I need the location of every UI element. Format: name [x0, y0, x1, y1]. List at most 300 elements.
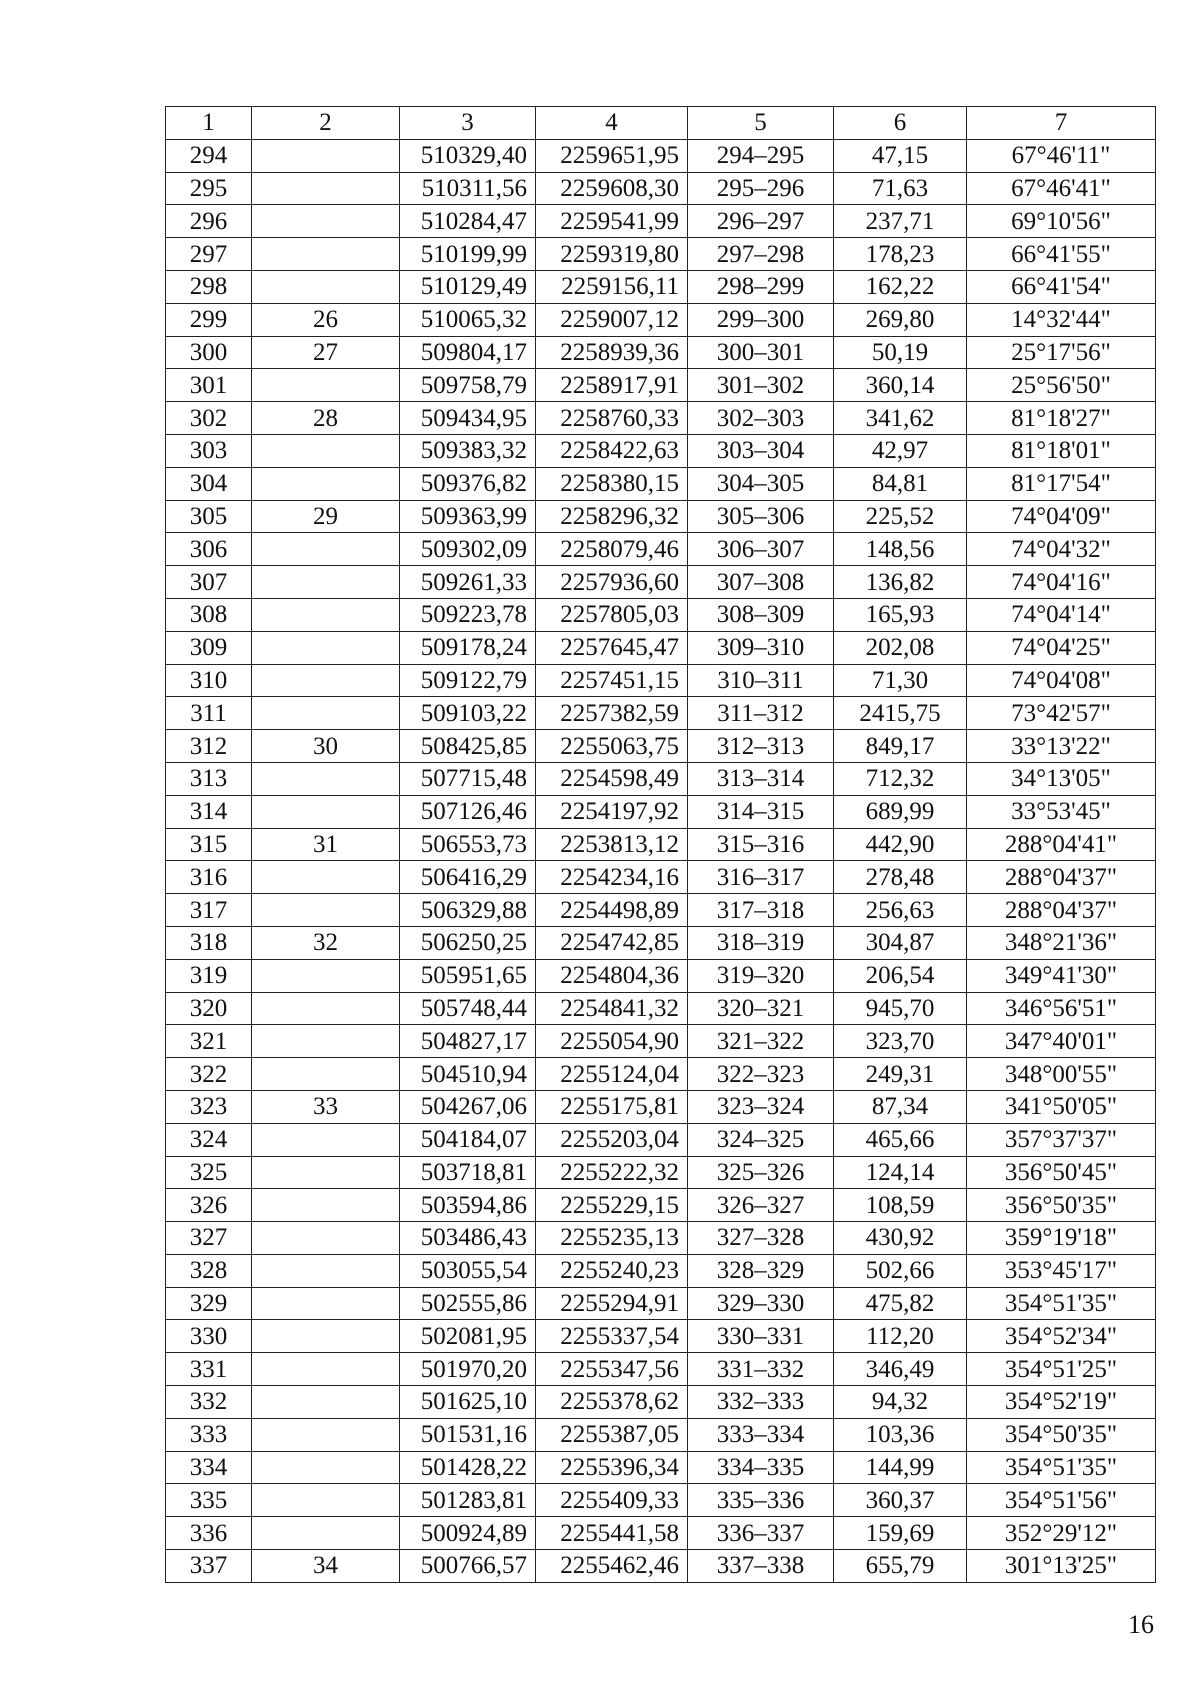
marker-number-cell: [252, 1254, 400, 1287]
coordinate-y-cell: 2258422,63: [536, 434, 688, 467]
coordinate-x-cell: 504510,94: [400, 1058, 536, 1091]
coordinate-x-cell: 507126,46: [400, 795, 536, 828]
table-row: [166, 664, 1156, 697]
coordinate-y-cell: 2259608,30: [536, 172, 688, 205]
point-number-cell: 330: [166, 1320, 252, 1353]
table-row: [166, 303, 1156, 336]
table-row: [166, 631, 1156, 664]
coordinate-x-cell: 508425,85: [400, 730, 536, 763]
table-row: [166, 992, 1156, 1025]
coordinate-x-cell: 510199,99: [400, 238, 536, 271]
coordinate-x-cell: 510129,49: [400, 270, 536, 303]
bearing-cell: 354°51'35": [967, 1287, 1156, 1320]
marker-number-cell: [252, 1222, 400, 1255]
coordinate-y-cell: 2254804,36: [536, 959, 688, 992]
segment-cell: 335–336: [688, 1484, 834, 1517]
point-number-cell: 310: [166, 664, 252, 697]
segment-cell: 298–299: [688, 270, 834, 303]
table-row: [166, 1025, 1156, 1058]
bearing-cell: 74°04'08": [967, 664, 1156, 697]
point-number-cell: 305: [166, 500, 252, 533]
table-row: [166, 926, 1156, 959]
segment-cell: 313–314: [688, 762, 834, 795]
point-number-cell: 329: [166, 1287, 252, 1320]
point-number-cell: 326: [166, 1189, 252, 1222]
coordinate-y-cell: 2254498,89: [536, 894, 688, 927]
table-row: [166, 1418, 1156, 1451]
coordinate-x-cell: 509122,79: [400, 664, 536, 697]
point-number-cell: 334: [166, 1451, 252, 1484]
bearing-cell: 348°00'55": [967, 1058, 1156, 1091]
coordinate-x-cell: 503486,43: [400, 1222, 536, 1255]
coordinate-y-cell: 2255240,23: [536, 1254, 688, 1287]
table-row: [166, 1287, 1156, 1320]
length-cell: 47,15: [834, 139, 967, 172]
point-number-cell: 317: [166, 894, 252, 927]
coordinate-y-cell: 2259319,80: [536, 238, 688, 271]
table-row: [166, 434, 1156, 467]
coordinate-y-cell: 2258380,15: [536, 467, 688, 500]
coordinate-x-cell: 510284,47: [400, 205, 536, 238]
coordinate-x-cell: 502555,86: [400, 1287, 536, 1320]
bearing-cell: 81°18'01": [967, 434, 1156, 467]
length-cell: 71,63: [834, 172, 967, 205]
segment-cell: 294–295: [688, 139, 834, 172]
table-row: [166, 828, 1156, 861]
point-number-cell: 336: [166, 1517, 252, 1550]
table-row: [166, 1254, 1156, 1287]
segment-cell: 304–305: [688, 467, 834, 500]
coordinate-x-cell: 500924,89: [400, 1517, 536, 1550]
coordinate-y-cell: 2255054,90: [536, 1025, 688, 1058]
length-cell: 304,87: [834, 926, 967, 959]
table-row: [166, 894, 1156, 927]
bearing-cell: 354°51'35": [967, 1451, 1156, 1484]
point-number-cell: 301: [166, 369, 252, 402]
segment-cell: 316–317: [688, 861, 834, 894]
point-number-cell: 314: [166, 795, 252, 828]
length-cell: 84,81: [834, 467, 967, 500]
marker-number-cell: [252, 1025, 400, 1058]
bearing-cell: 354°52'34": [967, 1320, 1156, 1353]
table-row: [166, 1484, 1156, 1517]
marker-number-cell: [252, 270, 400, 303]
length-cell: 225,52: [834, 500, 967, 533]
coordinate-y-cell: 2255175,81: [536, 1090, 688, 1123]
point-number-cell: 332: [166, 1386, 252, 1419]
length-cell: 136,82: [834, 566, 967, 599]
length-cell: 148,56: [834, 533, 967, 566]
length-cell: 323,70: [834, 1025, 967, 1058]
marker-number-cell: [252, 861, 400, 894]
marker-number-cell: [252, 795, 400, 828]
length-cell: 94,32: [834, 1386, 967, 1419]
coordinate-x-cell: 509434,95: [400, 402, 536, 435]
bearing-cell: 359°19'18": [967, 1222, 1156, 1255]
marker-number-cell: [252, 1189, 400, 1222]
marker-number-cell: [252, 992, 400, 1025]
segment-cell: 330–331: [688, 1320, 834, 1353]
length-cell: 430,92: [834, 1222, 967, 1255]
segment-cell: 328–329: [688, 1254, 834, 1287]
point-number-cell: 300: [166, 336, 252, 369]
bearing-cell: 66°41'55": [967, 238, 1156, 271]
bearing-cell: 67°46'11": [967, 139, 1156, 172]
length-cell: 465,66: [834, 1123, 967, 1156]
coordinate-x-cell: 501970,20: [400, 1353, 536, 1386]
length-cell: 165,93: [834, 598, 967, 631]
point-number-cell: 324: [166, 1123, 252, 1156]
segment-cell: 312–313: [688, 730, 834, 763]
marker-number-cell: 29: [252, 500, 400, 533]
bearing-cell: 74°04'25": [967, 631, 1156, 664]
marker-number-cell: [252, 172, 400, 205]
length-cell: 346,49: [834, 1353, 967, 1386]
length-cell: 256,63: [834, 894, 967, 927]
segment-cell: 297–298: [688, 238, 834, 271]
table-row: [166, 730, 1156, 763]
table-row: [166, 139, 1156, 172]
point-number-cell: 303: [166, 434, 252, 467]
length-cell: 42,97: [834, 434, 967, 467]
coordinate-x-cell: 505748,44: [400, 992, 536, 1025]
point-number-cell: 325: [166, 1156, 252, 1189]
coordinate-y-cell: 2259156,11: [536, 270, 688, 303]
bearing-cell: 25°17'56": [967, 336, 1156, 369]
marker-number-cell: [252, 238, 400, 271]
coordinate-y-cell: 2255203,04: [536, 1123, 688, 1156]
coordinate-x-cell: 509223,78: [400, 598, 536, 631]
coordinate-y-cell: 2258917,91: [536, 369, 688, 402]
coordinate-y-cell: 2255387,05: [536, 1418, 688, 1451]
point-number-cell: 319: [166, 959, 252, 992]
segment-cell: 296–297: [688, 205, 834, 238]
marker-number-cell: [252, 369, 400, 402]
length-cell: 237,71: [834, 205, 967, 238]
bearing-cell: 354°51'56": [967, 1484, 1156, 1517]
marker-number-cell: [252, 434, 400, 467]
coordinate-y-cell: 2254742,85: [536, 926, 688, 959]
table-row: [166, 697, 1156, 730]
column-header-6: 6: [834, 107, 967, 140]
marker-number-cell: [252, 1123, 400, 1156]
coordinate-x-cell: 506329,88: [400, 894, 536, 927]
coordinate-y-cell: 2257936,60: [536, 566, 688, 599]
bearing-cell: 69°10'56": [967, 205, 1156, 238]
marker-number-cell: 30: [252, 730, 400, 763]
segment-cell: 327–328: [688, 1222, 834, 1255]
marker-number-cell: 33: [252, 1090, 400, 1123]
length-cell: 108,59: [834, 1189, 967, 1222]
page-number: 16: [1128, 1610, 1154, 1639]
bearing-cell: 288°04'37": [967, 894, 1156, 927]
marker-number-cell: [252, 1418, 400, 1451]
length-cell: 178,23: [834, 238, 967, 271]
length-cell: 206,54: [834, 959, 967, 992]
marker-number-cell: 31: [252, 828, 400, 861]
bearing-cell: 34°13'05": [967, 762, 1156, 795]
point-number-cell: 315: [166, 828, 252, 861]
point-number-cell: 328: [166, 1254, 252, 1287]
table-row: [166, 533, 1156, 566]
coordinates-table: [165, 106, 1156, 1583]
marker-number-cell: [252, 598, 400, 631]
marker-number-cell: [252, 1484, 400, 1517]
length-cell: 442,90: [834, 828, 967, 861]
coordinate-y-cell: 2257805,03: [536, 598, 688, 631]
coordinate-x-cell: 510065,32: [400, 303, 536, 336]
coordinate-x-cell: 506416,29: [400, 861, 536, 894]
table-row: [166, 1090, 1156, 1123]
coordinate-y-cell: 2255063,75: [536, 730, 688, 763]
point-number-cell: 313: [166, 762, 252, 795]
coordinate-y-cell: 2258296,32: [536, 500, 688, 533]
bearing-cell: 356°50'45": [967, 1156, 1156, 1189]
length-cell: 144,99: [834, 1451, 967, 1484]
coordinate-y-cell: 2258079,46: [536, 533, 688, 566]
point-number-cell: 304: [166, 467, 252, 500]
length-cell: 712,32: [834, 762, 967, 795]
coordinate-x-cell: 510311,56: [400, 172, 536, 205]
length-cell: 849,17: [834, 730, 967, 763]
coordinate-x-cell: 501283,81: [400, 1484, 536, 1517]
coordinate-x-cell: 506553,73: [400, 828, 536, 861]
segment-cell: 322–323: [688, 1058, 834, 1091]
coordinate-y-cell: 2259651,95: [536, 139, 688, 172]
marker-number-cell: [252, 1287, 400, 1320]
table-row: [166, 1123, 1156, 1156]
bearing-cell: 341°50'05": [967, 1090, 1156, 1123]
coordinate-y-cell: 2258939,36: [536, 336, 688, 369]
column-header-2: 2: [252, 107, 400, 140]
point-number-cell: 327: [166, 1222, 252, 1255]
coordinate-y-cell: 2254197,92: [536, 795, 688, 828]
length-cell: 103,36: [834, 1418, 967, 1451]
bearing-cell: 357°37'37": [967, 1123, 1156, 1156]
point-number-cell: 296: [166, 205, 252, 238]
point-number-cell: 323: [166, 1090, 252, 1123]
point-number-cell: 312: [166, 730, 252, 763]
bearing-cell: 349°41'30": [967, 959, 1156, 992]
coordinate-x-cell: 509178,24: [400, 631, 536, 664]
length-cell: 945,70: [834, 992, 967, 1025]
segment-cell: 325–326: [688, 1156, 834, 1189]
segment-cell: 303–304: [688, 434, 834, 467]
segment-cell: 326–327: [688, 1189, 834, 1222]
segment-cell: 320–321: [688, 992, 834, 1025]
bearing-cell: 301°13'25": [967, 1550, 1156, 1583]
point-number-cell: 337: [166, 1550, 252, 1583]
length-cell: 360,37: [834, 1484, 967, 1517]
coordinate-x-cell: 509376,82: [400, 467, 536, 500]
table-row: [166, 1222, 1156, 1255]
coordinate-x-cell: 503718,81: [400, 1156, 536, 1189]
segment-cell: 306–307: [688, 533, 834, 566]
coordinate-y-cell: 2255235,13: [536, 1222, 688, 1255]
segment-cell: 309–310: [688, 631, 834, 664]
segment-cell: 300–301: [688, 336, 834, 369]
segment-cell: 308–309: [688, 598, 834, 631]
length-cell: 87,34: [834, 1090, 967, 1123]
coordinate-x-cell: 502081,95: [400, 1320, 536, 1353]
point-number-cell: 331: [166, 1353, 252, 1386]
coordinate-x-cell: 504267,06: [400, 1090, 536, 1123]
coordinate-x-cell: 510329,40: [400, 139, 536, 172]
bearing-cell: 354°50'35": [967, 1418, 1156, 1451]
coordinate-y-cell: 2253813,12: [536, 828, 688, 861]
marker-number-cell: [252, 1320, 400, 1353]
bearing-cell: 352°29'12": [967, 1517, 1156, 1550]
bearing-cell: 74°04'16": [967, 566, 1156, 599]
marker-number-cell: [252, 762, 400, 795]
point-number-cell: 320: [166, 992, 252, 1025]
segment-cell: 301–302: [688, 369, 834, 402]
segment-cell: 337–338: [688, 1550, 834, 1583]
point-number-cell: 297: [166, 238, 252, 271]
coordinate-y-cell: 2255337,54: [536, 1320, 688, 1353]
point-number-cell: 295: [166, 172, 252, 205]
table-row: [166, 1517, 1156, 1550]
coordinate-y-cell: 2255229,15: [536, 1189, 688, 1222]
column-header-4: 4: [536, 107, 688, 140]
coordinate-x-cell: 509103,22: [400, 697, 536, 730]
table-row: [166, 205, 1156, 238]
segment-cell: 319–320: [688, 959, 834, 992]
marker-number-cell: [252, 139, 400, 172]
table-row: [166, 566, 1156, 599]
table-row: [166, 500, 1156, 533]
marker-number-cell: [252, 1353, 400, 1386]
coordinate-x-cell: 509261,33: [400, 566, 536, 599]
column-header-5: 5: [688, 107, 834, 140]
bearing-cell: 33°53'45": [967, 795, 1156, 828]
segment-cell: 334–335: [688, 1451, 834, 1484]
segment-cell: 299–300: [688, 303, 834, 336]
point-number-cell: 307: [166, 566, 252, 599]
marker-number-cell: [252, 959, 400, 992]
segment-cell: 329–330: [688, 1287, 834, 1320]
coordinate-x-cell: 504827,17: [400, 1025, 536, 1058]
coordinate-x-cell: 509302,09: [400, 533, 536, 566]
length-cell: 2415,75: [834, 697, 967, 730]
coordinate-x-cell: 505951,65: [400, 959, 536, 992]
table-row: [166, 1386, 1156, 1419]
table-row: [166, 336, 1156, 369]
point-number-cell: 294: [166, 139, 252, 172]
segment-cell: 318–319: [688, 926, 834, 959]
length-cell: 360,14: [834, 369, 967, 402]
bearing-cell: 33°13'22": [967, 730, 1156, 763]
bearing-cell: 81°17'54": [967, 467, 1156, 500]
segment-cell: 295–296: [688, 172, 834, 205]
coordinate-y-cell: 2254598,49: [536, 762, 688, 795]
table-row: [166, 762, 1156, 795]
coordinate-x-cell: 507715,48: [400, 762, 536, 795]
table-body: [166, 139, 1156, 1582]
segment-cell: 333–334: [688, 1418, 834, 1451]
bearing-cell: 25°56'50": [967, 369, 1156, 402]
point-number-cell: 302: [166, 402, 252, 435]
bearing-cell: 67°46'41": [967, 172, 1156, 205]
table-row: [166, 1320, 1156, 1353]
point-number-cell: 321: [166, 1025, 252, 1058]
coordinate-y-cell: 2255294,91: [536, 1287, 688, 1320]
length-cell: 124,14: [834, 1156, 967, 1189]
segment-cell: 331–332: [688, 1353, 834, 1386]
coordinate-x-cell: 509383,32: [400, 434, 536, 467]
marker-number-cell: 27: [252, 336, 400, 369]
coordinate-y-cell: 2257645,47: [536, 631, 688, 664]
coordinate-y-cell: 2255378,62: [536, 1386, 688, 1419]
coordinate-x-cell: 501428,22: [400, 1451, 536, 1484]
bearing-cell: 354°51'25": [967, 1353, 1156, 1386]
segment-cell: 307–308: [688, 566, 834, 599]
marker-number-cell: [252, 664, 400, 697]
coordinate-y-cell: 2255124,04: [536, 1058, 688, 1091]
marker-number-cell: [252, 894, 400, 927]
table-row: [166, 861, 1156, 894]
column-header-7: 7: [967, 107, 1156, 140]
bearing-cell: 288°04'37": [967, 861, 1156, 894]
table-row: [166, 1550, 1156, 1583]
segment-cell: 305–306: [688, 500, 834, 533]
length-cell: 655,79: [834, 1550, 967, 1583]
bearing-cell: 347°40'01": [967, 1025, 1156, 1058]
column-header-1: 1: [166, 107, 252, 140]
length-cell: 502,66: [834, 1254, 967, 1287]
column-header-3: 3: [400, 107, 536, 140]
bearing-cell: 74°04'32": [967, 533, 1156, 566]
table-row: [166, 795, 1156, 828]
bearing-cell: 81°18'27": [967, 402, 1156, 435]
length-cell: 71,30: [834, 664, 967, 697]
table-row: [166, 1058, 1156, 1091]
coordinate-x-cell: 504184,07: [400, 1123, 536, 1156]
length-cell: 269,80: [834, 303, 967, 336]
bearing-cell: 14°32'44": [967, 303, 1156, 336]
marker-number-cell: [252, 1386, 400, 1419]
segment-cell: 315–316: [688, 828, 834, 861]
segment-cell: 314–315: [688, 795, 834, 828]
table-row: [166, 369, 1156, 402]
point-number-cell: 309: [166, 631, 252, 664]
bearing-cell: 74°04'14": [967, 598, 1156, 631]
bearing-cell: 288°04'41": [967, 828, 1156, 861]
coordinate-x-cell: 503055,54: [400, 1254, 536, 1287]
coordinate-y-cell: 2254234,16: [536, 861, 688, 894]
table-row: [166, 467, 1156, 500]
coordinate-y-cell: 2255409,33: [536, 1484, 688, 1517]
coordinate-y-cell: 2255462,46: [536, 1550, 688, 1583]
coordinate-y-cell: 2255222,32: [536, 1156, 688, 1189]
table-row: [166, 402, 1156, 435]
table-row: [166, 1156, 1156, 1189]
table-row: [166, 172, 1156, 205]
marker-number-cell: [252, 566, 400, 599]
table-row: [166, 1189, 1156, 1222]
coordinate-x-cell: 500766,57: [400, 1550, 536, 1583]
segment-cell: 332–333: [688, 1386, 834, 1419]
marker-number-cell: [252, 1451, 400, 1484]
point-number-cell: 335: [166, 1484, 252, 1517]
marker-number-cell: 28: [252, 402, 400, 435]
header-row: [166, 107, 1156, 140]
segment-cell: 324–325: [688, 1123, 834, 1156]
point-number-cell: 318: [166, 926, 252, 959]
coordinate-y-cell: 2257382,59: [536, 697, 688, 730]
segment-cell: 317–318: [688, 894, 834, 927]
coordinate-y-cell: 2259541,99: [536, 205, 688, 238]
